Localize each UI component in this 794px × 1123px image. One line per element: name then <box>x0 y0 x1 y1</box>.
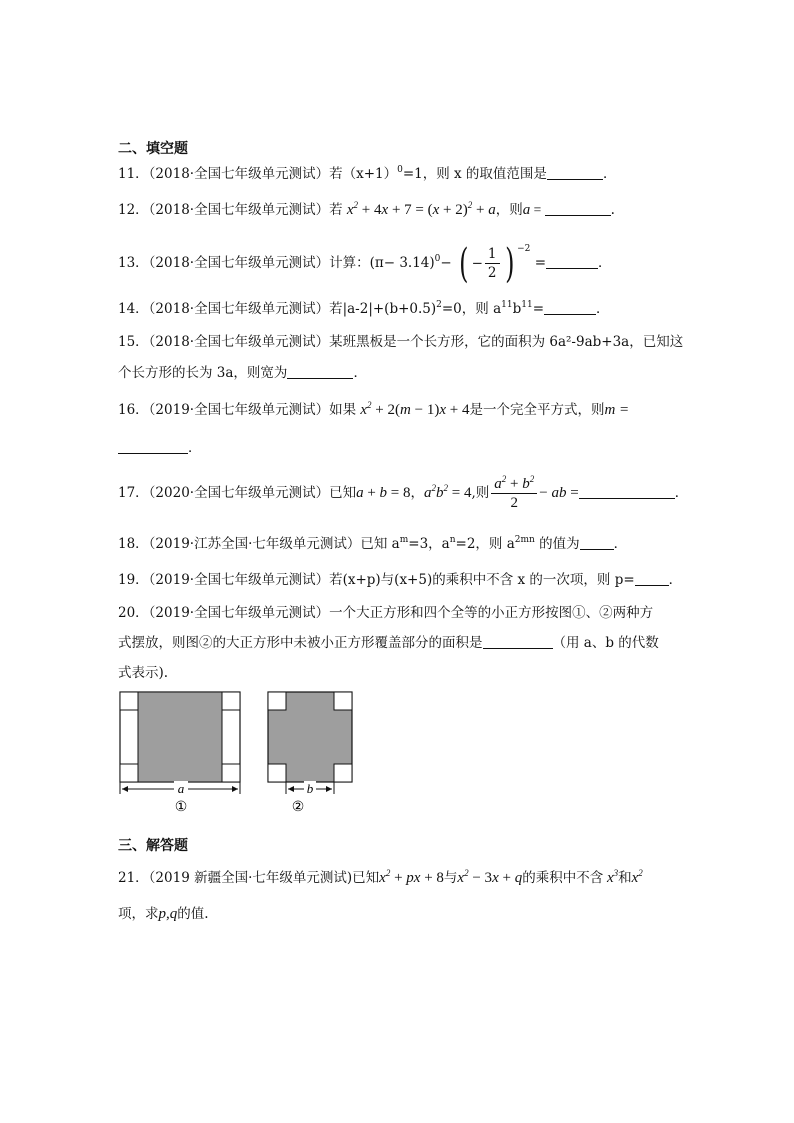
q18-text-2: =3，a <box>408 536 450 552</box>
answer-blank[interactable] <box>580 535 614 550</box>
answer-blank[interactable] <box>118 439 188 454</box>
q21-term-1: $x^3$ <box>603 868 619 886</box>
caption-2: ② <box>291 800 305 815</box>
q17-text: 17．（2020·全国七年级单元测试）已知 <box>118 485 357 501</box>
q11-text-2: =1，则 x 的取值范围是 <box>402 166 547 182</box>
figure-1 <box>120 692 240 815</box>
q21-term-2: $x^2$ <box>631 868 643 886</box>
squares-figure <box>118 690 358 816</box>
q21-poly-2: $x^2 - 3x + q$ <box>457 868 523 886</box>
question-21-line1 <box>118 868 643 888</box>
q13-text: 13．（2018·全国七年级单元测试）计算：(π− 3.14) <box>118 255 435 271</box>
q14-text: 14．（2018·全国七年级单元测试）若|a-2|+(b+0.5) <box>118 301 437 317</box>
q11-text: 11．（2018·全国七年级单元测试）若（x+1） <box>118 166 398 182</box>
q12-text: 12．（2018·全国七年级单元测试）若 <box>118 202 343 218</box>
q13-minus: − <box>440 255 452 271</box>
q16-var: m = <box>604 402 630 418</box>
q21-text-5: 的值. <box>177 906 209 922</box>
answer-blank[interactable] <box>545 201 611 216</box>
q11-exp: 0 <box>397 165 403 175</box>
q20-text-2: （用 a、b 的代数 <box>552 635 659 651</box>
q19-end: ． <box>668 572 683 588</box>
q21-poly-1: $x^2$ + px + 8 <box>379 868 444 886</box>
q14-exp-2: 11 <box>501 300 513 310</box>
q18-exp-1: m <box>399 535 409 545</box>
question-18 <box>118 534 627 554</box>
q11-end: ． <box>602 166 617 182</box>
answer-blank[interactable] <box>547 165 603 180</box>
question-14 <box>118 299 610 319</box>
q21-text-2: 与 <box>443 870 458 886</box>
q14-exp: 2 <box>436 300 442 310</box>
q13-end: ． <box>598 255 612 271</box>
question-15-line2 <box>118 363 367 383</box>
q18-end: ． <box>613 536 628 552</box>
q16-text-2: 是一个完全平方式，则 <box>469 402 605 418</box>
q15-end: ． <box>353 365 367 381</box>
question-20-line1: 20．（2019·全国七年级单元测试）一个大正方形和四个全等的小正方形按图①、②两种方 <box>118 605 654 621</box>
q21-vars: p,q <box>158 906 178 922</box>
q21-text-3: 的乘积中不含 <box>522 870 604 886</box>
question-16-line2 <box>118 438 202 458</box>
q18-text-4: 的值为 <box>534 536 580 552</box>
q17-cond-1: a + b = 8 <box>356 485 411 501</box>
q14-end: ． <box>596 301 610 317</box>
answer-blank[interactable] <box>544 300 596 315</box>
answer-blank[interactable] <box>635 571 669 586</box>
section-heading-fill-blank: 二、填空题 <box>118 141 188 157</box>
question-16-line1 <box>118 400 629 420</box>
answer-blank[interactable] <box>287 364 353 379</box>
answer-blank[interactable] <box>546 254 598 269</box>
section-heading-solve: 三、解答题 <box>118 838 188 854</box>
answer-blank[interactable] <box>579 484 675 499</box>
answer-blank[interactable] <box>483 634 553 649</box>
q13-exp-2: −2 <box>517 244 531 254</box>
q19-text: 19．（2019·全国七年级单元测试）若(x+p)与(x+5)的乘积中不含 x 的一次项，则 p= <box>118 572 635 588</box>
question-15-line1: 15．（2018·全国七年级单元测试）某班黑板是一个长方形，它的面积为 6a²-9ab+3a，已知这 <box>118 334 684 350</box>
q21-text-4: 项，求 <box>118 906 159 922</box>
q13-exp: 0 <box>434 254 441 264</box>
question-21-line2 <box>118 904 209 924</box>
question-11 <box>118 164 616 184</box>
q18-exp-2: n <box>449 535 456 545</box>
q14-text-4: = <box>532 301 544 317</box>
question-20-line2 <box>118 633 659 653</box>
q18-text: 18．（2019·江苏全国·七年级单元测试）已知 a <box>118 536 400 552</box>
q15-text: 个长方形的长为 3a，则宽为 <box>118 365 288 381</box>
question-19 <box>118 570 682 590</box>
figure-2 <box>268 692 352 815</box>
label-b: b <box>306 781 314 796</box>
q18-text-3: =2，则 a <box>455 536 515 552</box>
q14-text-3: b <box>512 301 522 317</box>
q18-exp-3: 2mn <box>514 535 535 545</box>
q16-expression: $x^2 + 2(m - 1)x + 4$ <box>360 400 470 418</box>
label-a: a <box>177 781 185 796</box>
q12-end: . <box>610 202 615 218</box>
q17-cond-2: $a^2b^2 = 4$ <box>424 483 472 501</box>
q13-eq: = <box>534 255 547 271</box>
q21-and: 和 <box>618 870 632 886</box>
q20-text: 式摆放，则图②的大正方形中未被小正方形覆盖部分的面积是 <box>118 635 483 651</box>
q17-then: ,则 <box>471 485 490 501</box>
q21-text: 21．（2019 新疆全国·七年级单元测试)已知 <box>118 870 380 886</box>
question-20-line3: 式表示). <box>118 665 169 681</box>
caption-1: ① <box>174 800 188 815</box>
q16-text: 16．（2019·全国七年级单元测试）如果 <box>118 402 357 418</box>
q13-fraction: $\frac{1}{2}$ <box>485 245 500 282</box>
q12-equation: $x^2 + 4x + 7 = (x + 2)^2 + a$ <box>346 200 496 218</box>
question-17: 17．（2020·全国七年级单元测试）已知a + b = 8，$a^2b^2 = 4$,则 $\frac{a^2 + b^2}{2}$ − ab = ． <box>118 474 689 511</box>
q14-exp-3: 11 <box>521 300 533 310</box>
q16-end: ． <box>188 440 202 456</box>
question-13: 13．（2018·全国七年级单元测试）计算：$(\pi- 3.14)^0-$ ( − $\frac{1}{2}$ ) $^{-2}$ = ． <box>118 240 612 287</box>
q17-end: ． <box>674 485 689 501</box>
question-12: 12．（2018·全国七年级单元测试）若 $x^2 + 4x + 7 = (x + 2)^2 + a$，则a = . <box>118 200 615 218</box>
q17-sep: ， <box>410 485 425 501</box>
q17-fraction: $\frac{a^2 + b^2}{2}$ <box>491 475 537 512</box>
q14-text-2: =0，则 a <box>441 301 502 317</box>
